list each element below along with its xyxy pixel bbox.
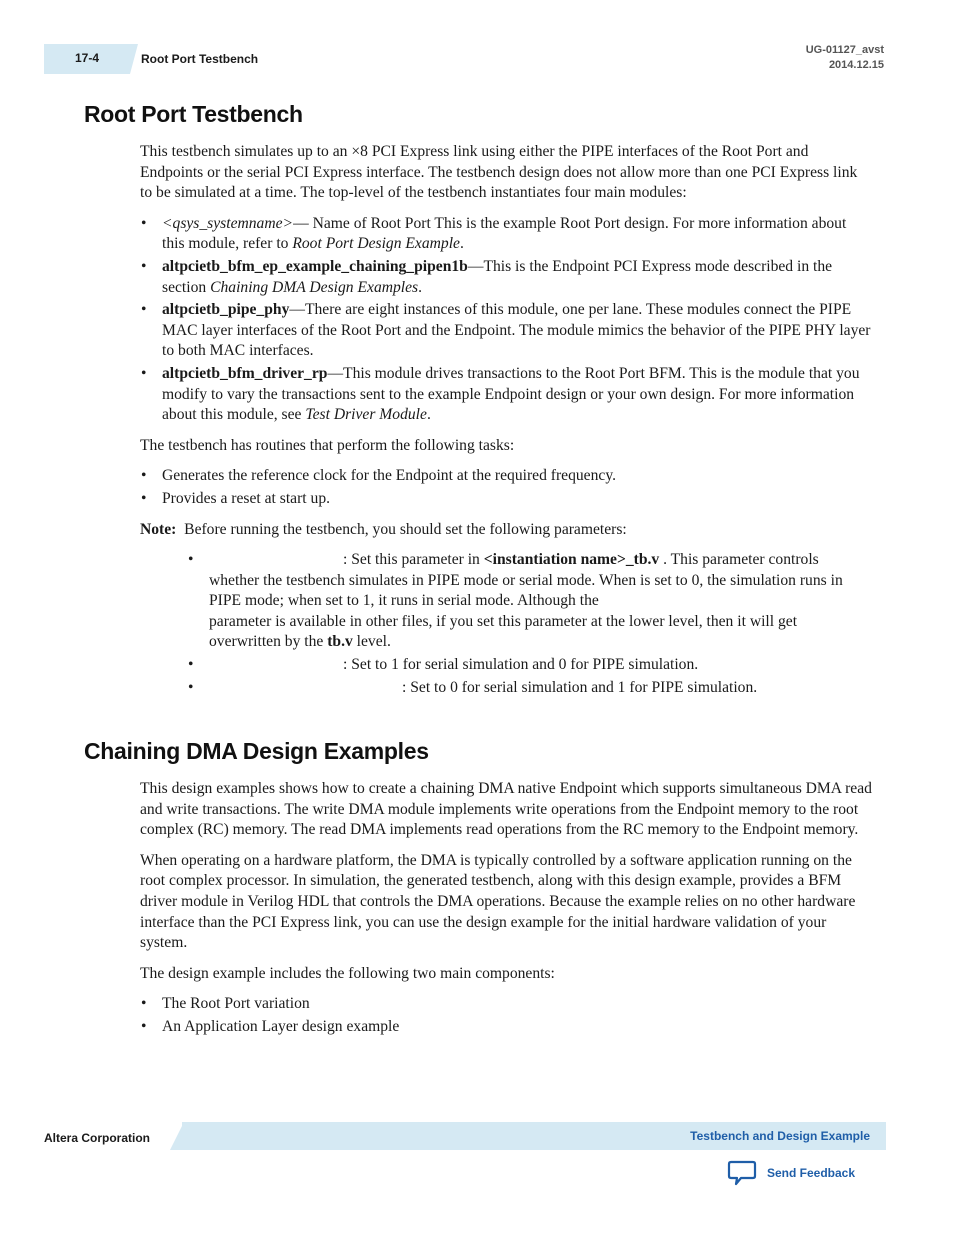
section-heading-root-port-testbench: Root Port Testbench bbox=[84, 101, 303, 127]
module-dash: — bbox=[327, 364, 344, 382]
file-name: tb.v bbox=[327, 633, 353, 651]
note-item-text: . This parameter controls whether the testbench simulates in PIPE mode or serial mode. When is set to 0, the simulation runs in PIPE mode; when set to 1, it runs in serial mode. Although the bbox=[209, 551, 843, 610]
note-paragraph bbox=[140, 520, 872, 541]
file-name: <instantiation name>_tb.v bbox=[483, 551, 660, 569]
module-name: altpcietb_pipe_phy bbox=[162, 301, 290, 319]
module-item bbox=[140, 364, 872, 426]
footer-company: Altera Corporation bbox=[44, 1131, 151, 1145]
note-item-text: level. bbox=[352, 633, 391, 651]
paragraph: The design example includes the following two main components: bbox=[140, 964, 555, 982]
module-desc: There are eight instances of this module, one per lane. These modules connect the PIPE MAC layer interfaces of the Root Port and the Endpoint. The module mimics the behavior of the PIPE PHY layer to both MAC interfaces. bbox=[162, 301, 871, 360]
send-feedback-button[interactable] bbox=[727, 1158, 855, 1188]
footer-chapter-link[interactable]: Testbench and Design Example bbox=[690, 1129, 870, 1143]
component-item: • An Application Layer design example bbox=[140, 1017, 872, 1038]
page-number: 17-4 bbox=[74, 51, 100, 65]
document-id bbox=[806, 43, 884, 73]
note-item bbox=[187, 550, 872, 653]
component-item: • The Root Port variation bbox=[140, 994, 872, 1015]
module-name: <qsys_systemname> bbox=[162, 214, 294, 232]
module-name: altpcietb_bfm_ep_example_chaining_pipen1b bbox=[162, 257, 468, 275]
paragraph: This design examples shows how to create a chaining DMA native Endpoint which supports simultaneous DMA read and write transactions. The write DMA module implements write operations from the Endpoint memory to the root complex (RC) memory. The read DMA implements read operations from the RC memory to the Endpoint memory. bbox=[140, 780, 872, 839]
section2-body bbox=[140, 779, 872, 1038]
component-list bbox=[140, 994, 872, 1037]
doc-date: 2014.12.15 bbox=[828, 59, 884, 71]
section1-body bbox=[140, 142, 872, 698]
module-item bbox=[140, 214, 872, 255]
note-text: Before running the testbench, you should set the following parameters: bbox=[184, 520, 627, 538]
task-item: • Provides a reset at start up. bbox=[140, 489, 872, 510]
tasks-intro: The testbench has routines that perform the following tasks: bbox=[140, 436, 515, 454]
note-item bbox=[187, 655, 872, 676]
module-item bbox=[140, 300, 872, 362]
speech-bubble-icon bbox=[727, 1159, 757, 1187]
note-item bbox=[187, 678, 872, 699]
module-end: . bbox=[418, 278, 423, 296]
module-dash: — bbox=[467, 257, 484, 275]
section-heading-chaining-dma: Chaining DMA Design Examples bbox=[84, 738, 429, 764]
note-item-text: : Set to 0 for serial simulation and 1 for PIPE simulation. bbox=[402, 678, 758, 696]
module-name: altpcietb_bfm_driver_rp bbox=[162, 364, 328, 382]
paragraph: When operating on a hardware platform, the DMA is typically controlled by a software application running on the root complex processor. In simulation, the generated testbench, along with this design example, provides a BFM driver module in Verilog HDL that controls the DMA operations. Because the example relies on no other hardware interface than the PCI Express link, you can use the design example for the initial hardware validation of your system. bbox=[140, 851, 856, 952]
task-list bbox=[140, 466, 872, 509]
module-end: . bbox=[459, 235, 464, 253]
send-feedback-label[interactable]: Send Feedback bbox=[767, 1166, 856, 1180]
module-dash: — bbox=[293, 214, 313, 232]
module-list bbox=[140, 214, 872, 426]
cross-ref-link[interactable]: Chaining DMA Design Examples bbox=[210, 278, 419, 296]
intro-paragraph: This testbench simulates up to an ×8 PCI Express link using either the PIPE interfaces of the Root Port and Endpoints or the serial PCI Express interface. The testbench design does not allow more than one PCI Express link to be simulated at a time. The top-level of the testbench instantiates four main modules: bbox=[140, 143, 858, 202]
page-tab-notch bbox=[130, 44, 138, 74]
module-dash: — bbox=[289, 301, 305, 319]
module-item bbox=[140, 257, 872, 298]
module-desc: Name of Root Port This is the example Root Port design. For more information about this module, refer to bbox=[162, 214, 847, 253]
doc-id-code: UG-01127_avst bbox=[805, 44, 884, 56]
cross-ref-link[interactable]: Root Port Design Example bbox=[292, 235, 460, 253]
note-parameter-list bbox=[187, 550, 872, 698]
note-item-text: parameter is available in other files, if you set this parameter at the lower level, then it will get overwritten by the bbox=[209, 612, 798, 651]
note-item-text: : Set this parameter in bbox=[343, 551, 484, 569]
running-title: Root Port Testbench bbox=[141, 52, 259, 66]
note-item-text: : Set to 1 for serial simulation and 0 for PIPE simulation. bbox=[343, 656, 699, 674]
note-label: Note: bbox=[140, 520, 177, 538]
module-desc: This module drives transactions to the Root Port BFM. This is the module that you modify to vary the transactions sent to the example Endpoint design or your own design. For more information about this module, see bbox=[162, 364, 860, 424]
cross-ref-link[interactable]: Test Driver Module bbox=[305, 406, 427, 424]
module-desc: This is the Endpoint PCI Express mode described in the section bbox=[162, 257, 833, 296]
task-item: • Generates the reference clock for the Endpoint at the required frequency. bbox=[140, 466, 872, 487]
module-end: . bbox=[426, 406, 431, 424]
